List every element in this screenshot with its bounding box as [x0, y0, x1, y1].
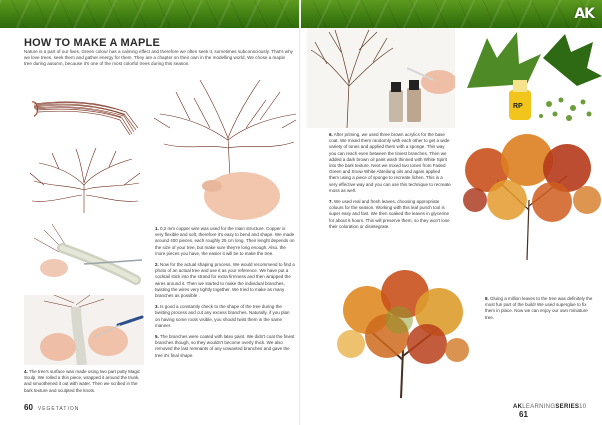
step-4-number: 4.: [24, 369, 28, 374]
photo-leaves-punch: [457, 28, 602, 128]
step-2-caption: [155, 262, 295, 299]
step-8-number: 8.: [485, 296, 489, 301]
page-number-right: 61: [519, 410, 528, 419]
step-2-text: Now for the actual shaping process. We would recommend to find a photo of an actual tree and use it as your reference. We have put a cocktail stick into the strand for extra firmness and then wrapped the wires around it. Then we started to make the individual branches, twisting the wires very tightly together. We tried to make as many branches as possible .: [155, 262, 295, 299]
step-7-caption: [329, 199, 451, 230]
series-brand: AK: [513, 404, 523, 410]
step-1-text: 0,2 mm copper wire was used for the main structure. Copper is very flexible and soft, therefore it's easy to bend and shape. We made around 400 pieces, each roughly 25 cm long. Their lenght depends on the size of your tree, but make sure they're long enough. Also, the more pieces you have, the easier it will be to make the tree.: [155, 226, 295, 256]
step-7-text: We used real and fresh leaves, choosing appropriate colours for the season. Working with this leaf punch tool is super easy and fast. We then soaked the leaves in glycerine for about 6 hours. This will preserve them, so they won't lose their coloration or disintegrate.: [329, 199, 450, 229]
ak-logo: AK: [574, 6, 594, 22]
step-3-caption: [155, 304, 295, 329]
photo-painted-tree-bottles: [307, 28, 455, 128]
photo-scribing-bark: [24, 295, 144, 365]
step-5-text: The branches were coated with latex paint. We didn't coat the finest branches though, so they wouldn't become overly thick. We also removed the last remnants of any unwanted branches and gave the tree it's final shape.: [155, 334, 295, 358]
photo-copper-wire: [24, 78, 144, 140]
step-4-text: The tree's surface was made using two part putty Magic Sculp. We rolled a thin piece, wrapped it around the trunk, and smoothened it out with water. Then we scribed in the bark texture and sculpted the knots.: [24, 369, 141, 393]
leaf-header-band-left: [0, 0, 301, 28]
series-word: SERIES: [555, 404, 580, 410]
intro-paragraph: Nature is a part of our lives. Green colour has a calming effect and therefore we often seek it, sometimes subconsciously. That's why we love trees, seek them and gather energy for them. They are a chapter on their own in the modelling world. We chose a maple tree during autumn, because it's one of the most colorful trees during this season.: [24, 49, 293, 67]
step-8-caption: [485, 296, 597, 321]
step-1-number: 1.: [155, 226, 159, 231]
folio-left: [24, 403, 79, 412]
text-column-right: [329, 132, 451, 235]
step-5-caption: [155, 334, 295, 359]
photo-hand-holding-tree: [150, 78, 298, 220]
photo-putty-roll: [24, 220, 144, 290]
step-3-text: Is good a constantly check to the shape of the tree during the twisting process and cut any excess branches. Naturally, if you plan on having some roots visible, you should twist them in the same manner.: [155, 304, 290, 328]
step-6-number: 6.: [329, 132, 333, 137]
folio-right: [513, 403, 602, 419]
step-2-number: 2.: [155, 262, 159, 268]
step-6-text: After priming, we used three brown acrylics for the base coat. We mixed them randomly with each other to get a wide variety of tones and applied them with a sponge. This way you can reach even between the tiniest branches. Then we added a dark brown oil paint wash thinned with White Spirit into the bark texture. Next we mixed two tones from Faded Green and Snow White Abteilung oils and again applied them using a piece of sponge to recreate lichen. This is a very effective way and you can use this technique to recreate moss as well.: [329, 132, 451, 193]
photo-twisted-branches-left: [24, 145, 144, 215]
photo-finished-maple: [329, 270, 469, 398]
text-column-left: [155, 226, 295, 364]
article-title: HOW TO MAKE A MAPLE: [24, 37, 160, 49]
step-5-number: 5.: [155, 334, 159, 340]
step-4-caption: [24, 369, 144, 394]
glue-bottle-label: RP: [513, 103, 523, 110]
leaf-header-band-right: [301, 0, 602, 28]
page-number-left: 60: [24, 403, 33, 412]
step-8-text: Gluing a million leaves to the tree was definitely the most fun part of the build! We used superglue to fix them in place. Now we can enjoy our own miniature tree.: [485, 296, 593, 320]
series-number: 10: [579, 404, 587, 410]
step-7-number: 7.: [329, 199, 333, 205]
right-page: [301, 0, 602, 425]
series-learning: LEARNING: [522, 404, 556, 410]
step-3-number: 3.: [155, 304, 159, 310]
section-name: VEGETATION: [37, 406, 80, 412]
photo-autumn-tree-partial: [457, 130, 602, 260]
step-6-caption: [329, 132, 451, 194]
step-1-caption: [155, 226, 295, 257]
